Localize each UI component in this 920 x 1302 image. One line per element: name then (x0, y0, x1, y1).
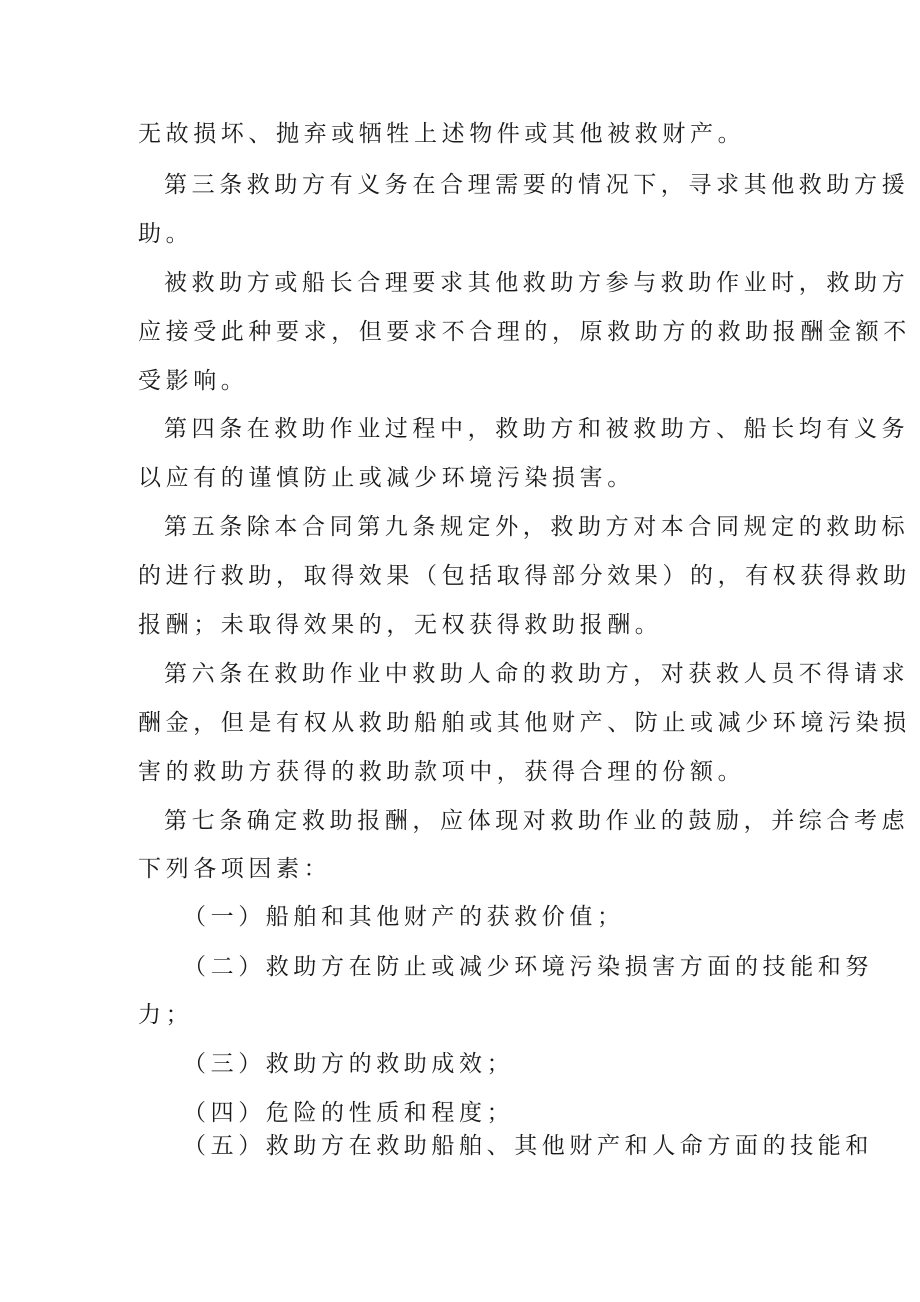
article-4-paragraph: 第四条在救助作业过程中，救助方和被救助方、船长均有义务 (164, 416, 910, 442)
text-line: 下列各项因素： (138, 856, 332, 882)
list-item: （三）救助方的救助成效； (183, 1051, 515, 1077)
text-line: 受影响。 (138, 368, 249, 394)
text-line: 助。 (138, 221, 194, 247)
text-line: 报酬；未取得效果的，无权获得救助报酬。 (138, 612, 663, 638)
paragraph: 被救助方或船长合理要求其他救助方参与救助作业时，救助方 (164, 270, 910, 296)
list-item: （五）救助方在救助船舶、其他财产和人命方面的技能和 (183, 1133, 873, 1159)
article-5-paragraph: 第五条除本合同第九条规定外，救助方对本合同规定的救助标 (164, 514, 910, 540)
text-line: 酬金，但是有权从救助船舶或其他财产、防止或减少环境污染损 (138, 710, 911, 736)
text-line: 应接受此种要求，但要求不合理的，原救助方的救助报酬金额不 (138, 319, 911, 345)
article-6-paragraph: 第六条在救助作业中救助人命的救助方，对获救人员不得请求 (164, 661, 910, 687)
list-item: （一）船舶和其他财产的获救价值； (183, 904, 625, 930)
text-line: 力； (138, 1002, 194, 1028)
article-3-paragraph: 第三条救助方有义务在合理需要的情况下，寻求其他救助方援 (164, 172, 910, 198)
text-line: 以应有的谨慎防止或减少环境污染损害。 (138, 465, 635, 491)
article-7-paragraph: 第七条确定救助报酬，应体现对救助作业的鼓励，并综合考虑 (164, 808, 910, 834)
text-line: 无故损坏、抛弃或牺牲上述物件或其他被救财产。 (138, 121, 746, 147)
text-line: 害的救助方获得的救助款项中，获得合理的份额。 (138, 759, 746, 785)
text-line: 的进行救助，取得效果（包括取得部分效果）的，有权获得救助 (138, 563, 911, 589)
list-item: （二）救助方在防止或减少环境污染损害方面的技能和努 (183, 954, 873, 980)
list-item: （四）危险的性质和程度； (183, 1100, 515, 1126)
